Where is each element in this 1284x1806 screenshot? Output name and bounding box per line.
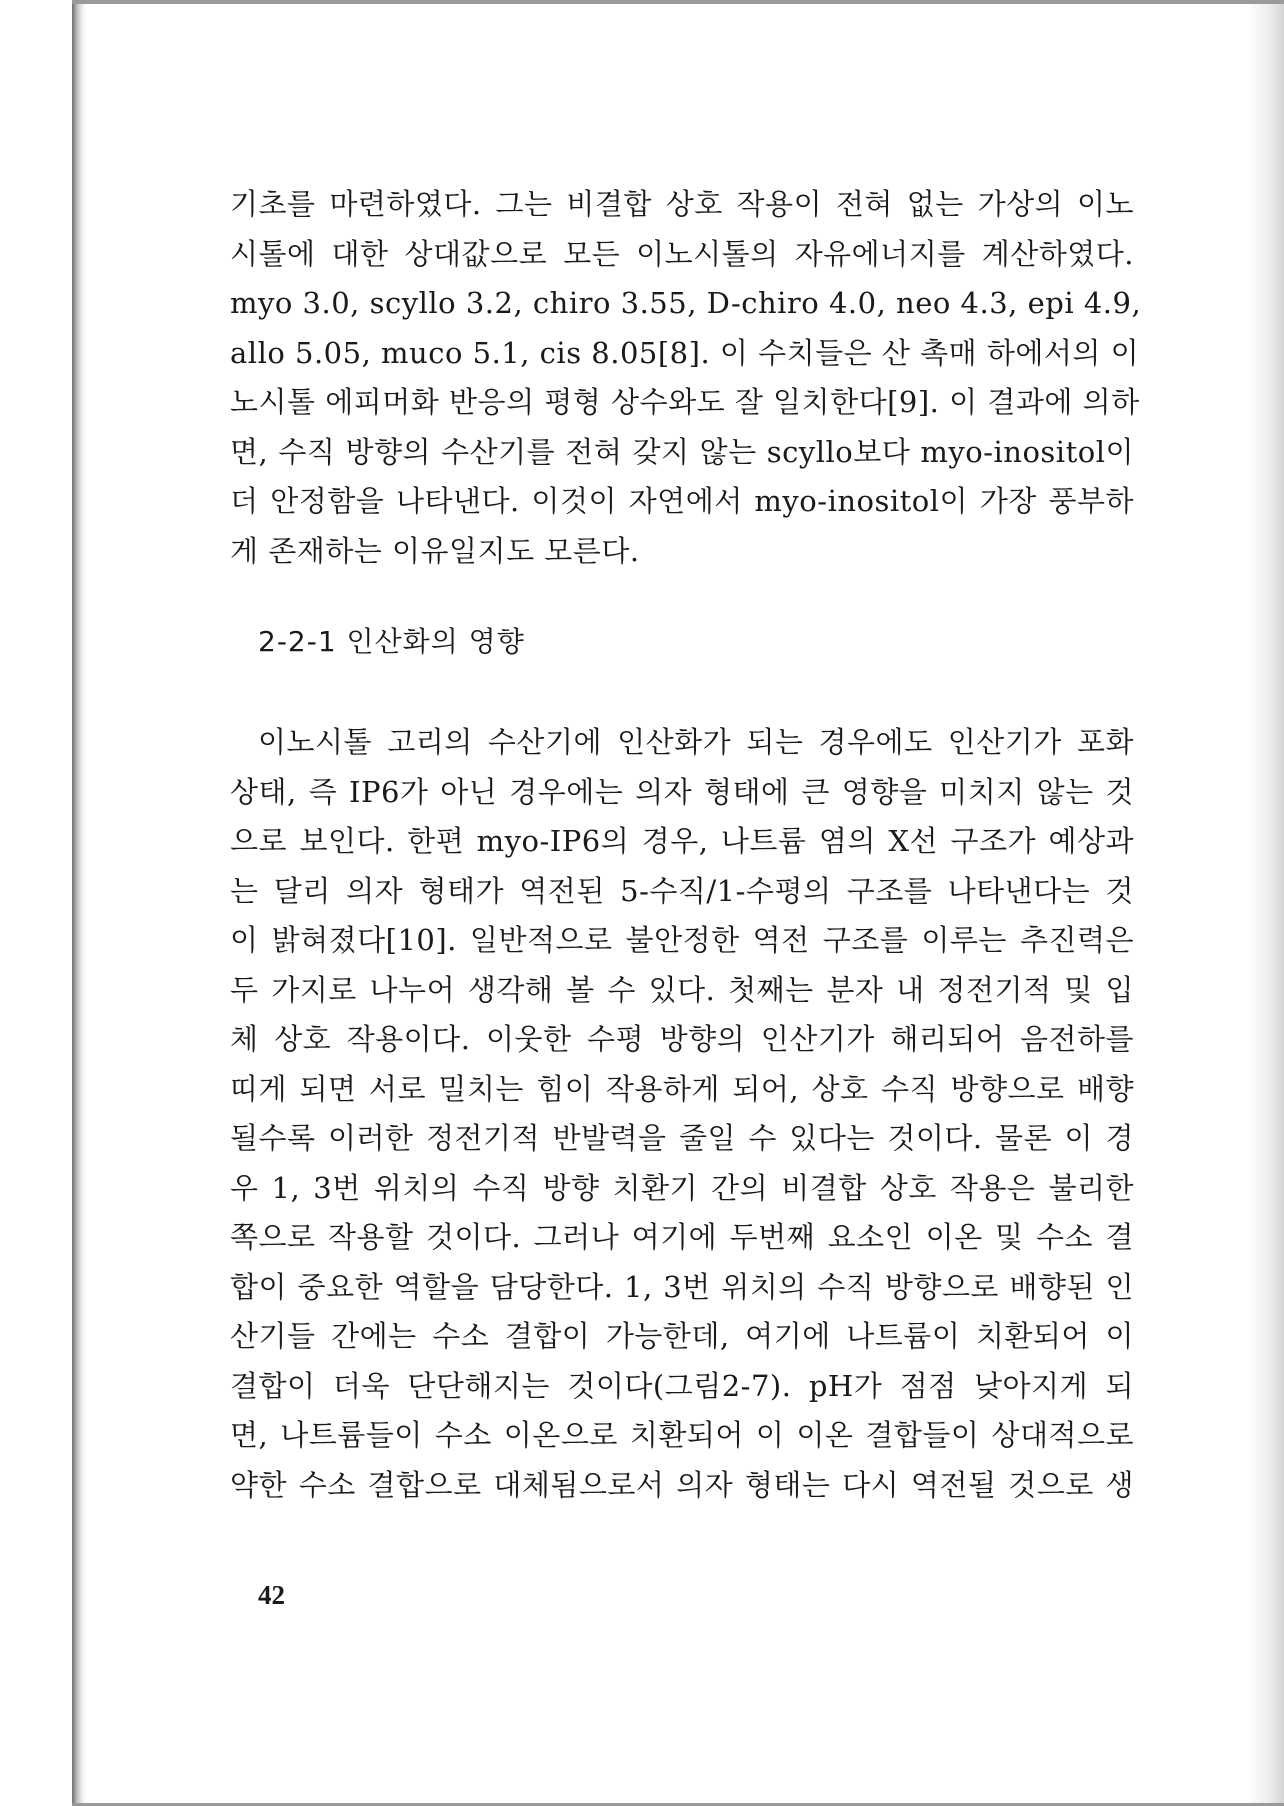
text-line: 두 가지로 나누어 생각해 볼 수 있다. 첫째는 분자 내 정전기적 및 입 bbox=[230, 972, 1134, 1007]
paragraph-1 bbox=[230, 180, 1142, 576]
text-line: 체 상호 작용이다. 이웃한 수평 방향의 인산기가 해리되어 음전하를 bbox=[230, 1022, 1134, 1056]
text-line: myo 3.0, scyllo 3.2, chiro 3.55, D-chiro 4.0, neo 4.3, epi 4.9, bbox=[230, 286, 1142, 320]
text-line: 상태, 즉 IP6가 아닌 경우에는 의자 형태에 큰 영향을 미치지 않는 것 bbox=[230, 774, 1134, 809]
text-line: 이노시톨 고리의 수산기에 인산화가 되는 경우에도 인산기가 포화 bbox=[258, 725, 1134, 759]
text-line: 될수록 이러한 정전기적 반발력을 줄일 수 있다는 것이다. 물론 이 경 bbox=[230, 1121, 1134, 1155]
section-heading: 2-2-1 인산화의 영향 bbox=[258, 625, 525, 658]
text-line: 는 달리 의자 형태가 역전된 5-수직/1-수평의 구조를 나타낸다는 것 bbox=[230, 873, 1134, 908]
page-right-edge bbox=[1248, 0, 1284, 1806]
text-line: 시톨에 대한 상대값으로 모든 이노시톨의 자유에너지를 계산하였다. bbox=[230, 236, 1134, 271]
text-line: 띠게 되면 서로 밀치는 힘이 작용하게 되어, 상호 수직 방향으로 배향 bbox=[230, 1071, 1134, 1106]
text-line: 우 1, 3번 위치의 수직 방향 치환기 간의 비결합 상호 작용은 불리한 bbox=[230, 1170, 1134, 1205]
text-line: 기초를 마련하였다. 그는 비결합 상호 작용이 전혀 없는 가상의 이노 bbox=[230, 187, 1134, 221]
text-line: 결합이 더욱 단단해지는 것이다(그림2-7). pH가 점점 낮아지게 되 bbox=[230, 1368, 1134, 1403]
book-spine-shadow bbox=[72, 0, 86, 1806]
text-line: 노시톨 에피머화 반응의 평형 상수와도 잘 일치한다[9]. 이 결과에 의하 bbox=[230, 385, 1140, 419]
text-line: 면, 나트륨들이 수소 이온으로 치환되어 이 이온 결합들이 상대적으로 bbox=[230, 1418, 1134, 1452]
text-line: 으로 보인다. 한편 myo-IP6의 경우, 나트륨 염의 X선 구조가 예상과 bbox=[230, 824, 1134, 858]
page-top-edge bbox=[72, 0, 1284, 4]
text-line: 쪽으로 작용할 것이다. 그러나 여기에 두번째 요소인 이온 및 수소 결 bbox=[230, 1220, 1134, 1254]
text-line: allo 5.05, muco 5.1, cis 8.05[8]. 이 수치들은 산 촉매 하에서의 이 bbox=[230, 335, 1140, 370]
text-line: 더 안정함을 나타낸다. 이것이 자연에서 myo-inositol이 가장 풍부하 bbox=[230, 484, 1134, 518]
paragraph-2 bbox=[230, 718, 1134, 1510]
text-line: 이 밝혀졌다[10]. 일반적으로 불안정한 역전 구조를 이루는 추진력은 bbox=[230, 923, 1134, 957]
text-line: 면, 수직 방향의 수산기를 전혀 갖지 않는 scyllo보다 myo-inositol이 bbox=[230, 434, 1134, 469]
text-line: 합이 중요한 역할을 담당한다. 1, 3번 위치의 수직 방향으로 배향된 인 bbox=[230, 1269, 1134, 1304]
page-number: 42 bbox=[258, 1580, 285, 1610]
text-line: 산기들 간에는 수소 결합이 가능한데, 여기에 나트륨이 치환되어 이 bbox=[230, 1319, 1134, 1353]
text-line: 약한 수소 결합으로 대체됨으로서 의자 형태는 다시 역전될 것으로 생 bbox=[230, 1467, 1134, 1502]
text-line: 게 존재하는 이유일지도 모른다. bbox=[230, 533, 640, 568]
